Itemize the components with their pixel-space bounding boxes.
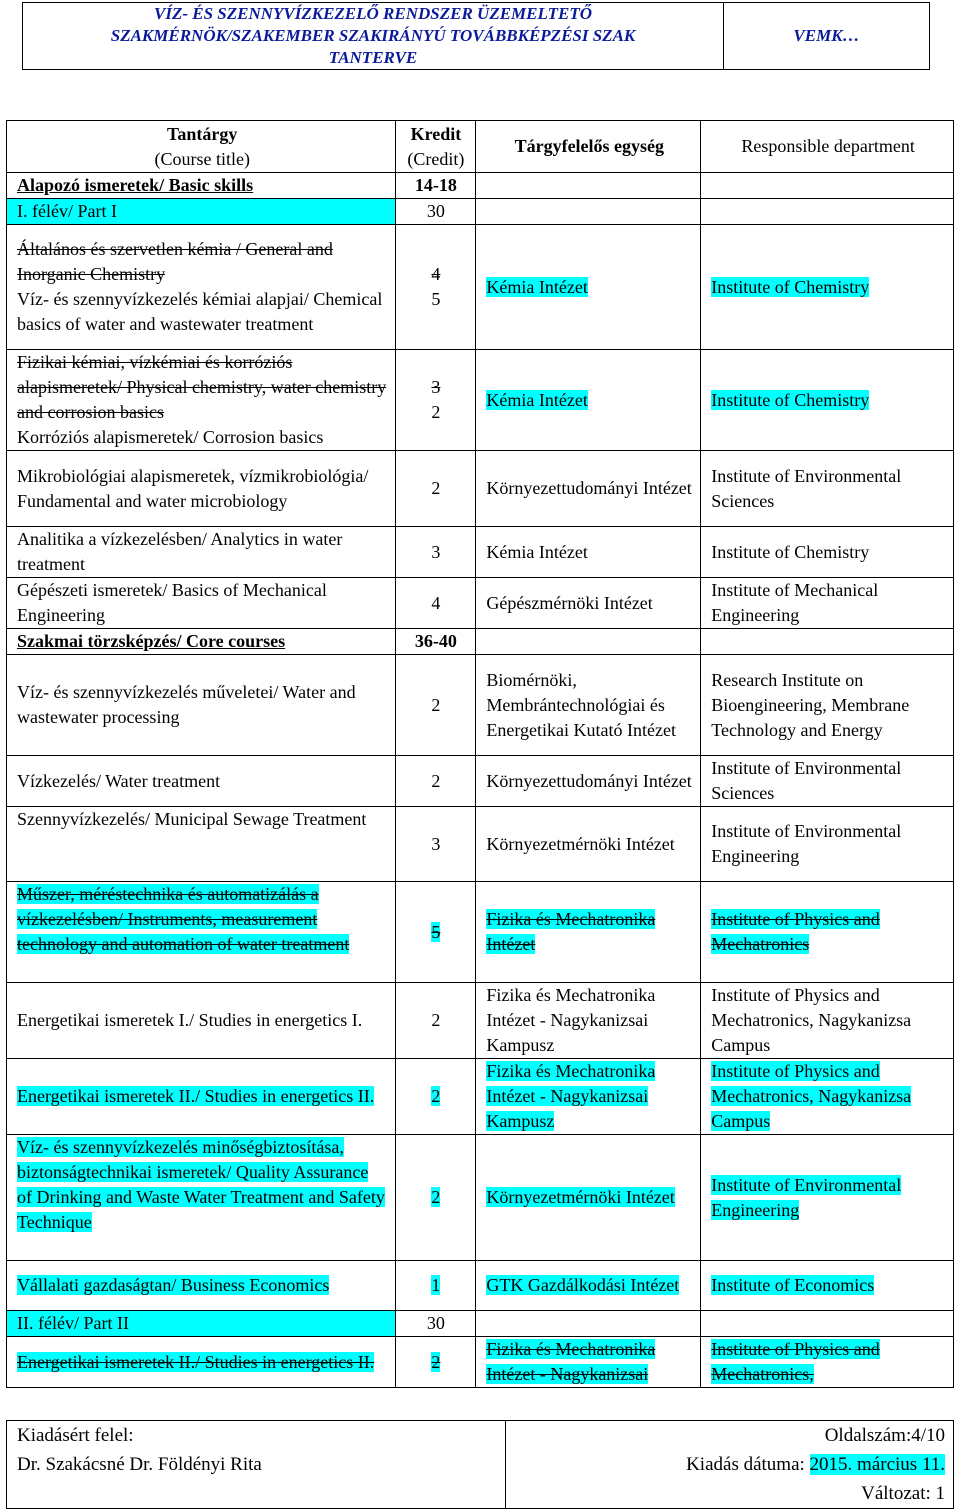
course-name: Energetikai ismeretek II./ Studies in energetics II. [17,1351,375,1372]
course-name: Vízkezelés/ Water treatment [7,756,396,807]
dept-en: Institute of Physics and Mechatronics [711,909,880,954]
header-credit-en: (Credit) [407,148,465,169]
section-credit: 36-40 [396,629,476,655]
table-row [7,983,954,1059]
curriculum-table [6,120,954,1388]
course-name: Mikrobiológiai alapismeretek, vízmikrobiológia/ Fundamental and water microbiology [7,451,396,527]
table-row [7,578,954,629]
credit: 3 [396,527,476,578]
dept-en: Institute of Physics and Mechatronics, [711,1339,880,1384]
table-row [7,1135,954,1261]
section-credit: 14-18 [396,173,476,199]
credit: 1 [431,1275,441,1295]
credit: 2 [396,983,476,1059]
dept-hu: Fizika és Mechatronika Intézet - Nagykanizsai [486,1339,656,1384]
dept-en: Institute of Chemistry [701,527,954,578]
table-row [7,350,954,451]
title-line-2: SZAKMÉRNÖK/SZAKEMBER SZAKIRÁNYÚ TOVÁBBKÉPZÉSI SZAK [110,26,636,45]
title-line-3: TANTERVE [328,48,418,67]
credit-old: 4 [431,264,441,284]
dept-en: Institute of Environmental Engineering [711,1174,902,1220]
credit: 2 [396,655,476,756]
dept-hu: Fizika és Mechatronika Intézet - Nagykanizsai Kampusz [486,1061,656,1131]
header-dept-hu: Tárgyfelelős egység [476,121,701,173]
course-name: Szennyvízkezelés/ Municipal Sewage Treatment [7,807,396,882]
semester-row-part2 [7,1311,954,1337]
table-row [7,225,954,350]
credit: 5 [431,921,441,942]
document-header [22,2,930,70]
credit: 2 [431,1187,441,1207]
dept-hu: Gépészmérnöki Intézet [476,578,701,629]
title-line-1: VÍZ- ÉS SZENNYVÍZKEZELŐ RENDSZER ÜZEMELTETŐ [154,4,592,23]
table-row [7,1337,954,1388]
course-name: Vállalati gazdaságtan/ Business Economics [17,1275,330,1295]
course-name-old: Fizikai kémiai, vízkémiai és korróziós alapismeretek/ Physical chemistry, water chemistry and corrosion basics [17,352,387,422]
course-name: Energetikai ismeretek II./ Studies in energetics II. [17,1086,375,1106]
credit: 2 [396,451,476,527]
dept-en: Institute of Chemistry [711,276,870,297]
section-row-core [7,629,954,655]
dept-hu: Kémia Intézet [486,389,588,410]
credit: 2 [431,402,441,422]
issuer-label: Kiadásért felel: [17,1425,134,1446]
table-row [7,1059,954,1135]
course-name: Energetikai ismeretek I./ Studies in energetics I. [7,983,396,1059]
semester-credit: 30 [396,199,476,225]
table-header-row [7,121,954,173]
dept-hu: GTK Gazdálkodási Intézet [486,1275,680,1295]
semester-row-part1 [7,199,954,225]
course-name: Analitika a vízkezelésben/ Analytics in water treatment [7,527,396,578]
course-name-old: Általános és szervetlen kémia / General and Inorganic Chemistry [17,239,333,284]
credit: 5 [431,289,441,309]
credit: 2 [431,1351,441,1372]
course-name: Víz- és szennyvízkezelés kémiai alapjai/ Chemical basics of water and wastewater treatment [17,289,383,334]
dept-hu: Környezetmérnöki Intézet [486,1187,675,1207]
semester-credit: 30 [396,1311,476,1337]
dept-en: Institute of Environmental Sciences [701,451,954,527]
dept-hu: Kémia Intézet [476,527,701,578]
course-name: Műszer, méréstechnika és automatizálás a vízkezelésben/ Instruments, measurement technology and automation of water treatment [17,884,350,954]
table-row [7,1261,954,1311]
credit-old: 3 [431,377,441,397]
dept-hu: Környezettudományi Intézet [476,756,701,807]
dept-en: Institute of Physics and Mechatronics, Nagykanizsa Campus [701,983,954,1059]
course-name: Gépészeti ismeretek/ Basics of Mechanical Engineering [7,578,396,629]
table-row [7,756,954,807]
document-footer [6,1420,954,1509]
version: Változat: 1 [861,1483,945,1504]
issue-date [516,1450,945,1479]
credit: 4 [396,578,476,629]
dept-en: Institute of Environmental Sciences [701,756,954,807]
dept-hu: Fizika és Mechatronika Intézet - Nagykanizsai Kampusz [476,983,701,1059]
dept-en: Institute of Mechanical Engineering [701,578,954,629]
header-course: Tantárgy [167,123,238,144]
page-number: Oldalszám:4/10 [824,1425,945,1446]
header-dept-en: Responsible department [701,121,954,173]
document-title [23,3,724,69]
dept-en: Institute of Economics [711,1275,875,1295]
issue-date-value: 2015. március 11. [809,1454,945,1475]
issuer-name: Dr. Szakácsné Dr. Földényi Rita [17,1454,262,1475]
semester-label: II. félév/ Part II [7,1311,396,1337]
semester-label: I. félév/ Part I [7,199,396,225]
document-code: VEMK… [793,26,860,45]
dept-hu: Biomérnöki, Membrántechnológiai és Energetikai Kutató Intézet [476,655,701,756]
table-row [7,807,954,882]
dept-en: Institute of Physics and Mechatronics, Nagykanizsa Campus [711,1061,912,1131]
dept-en: Research Institute on Bioengineering, Membrane Technology and Energy [701,655,954,756]
section-label: Szakmai törzsképzés/ Core courses [7,629,396,655]
header-credit: Kredit [410,123,462,144]
credit: 2 [431,1086,441,1106]
issue-date-label: Kiadás dátuma: [686,1454,810,1475]
dept-hu: Környezettudományi Intézet [476,451,701,527]
course-name: Víz- és szennyvízkezelés műveletei/ Water and wastewater processing [7,655,396,756]
dept-en: Institute of Chemistry [711,389,870,410]
course-name: Víz- és szennyvízkezelés minőségbiztosítása, biztonságtechnikai ismeretek/ Quality Assurance of Drinking and Waste Water Treatment and Safety Technique [17,1137,385,1232]
course-name: Korróziós alapismeretek/ Corrosion basics [17,427,324,447]
dept-hu: Fizika és Mechatronika Intézet [486,909,656,954]
dept-hu: Kémia Intézet [486,276,588,297]
credit: 2 [396,756,476,807]
credit: 3 [396,807,476,882]
dept-en: Institute of Environmental Engineering [701,807,954,882]
dept-hu: Környezetmérnöki Intézet [476,807,701,882]
table-row [7,527,954,578]
header-course-en: (Course title) [154,148,250,169]
table-row [7,655,954,756]
table-row [7,451,954,527]
section-row-basic [7,173,954,199]
table-row [7,882,954,983]
section-label: Alapozó ismeretek/ Basic skills [7,173,396,199]
